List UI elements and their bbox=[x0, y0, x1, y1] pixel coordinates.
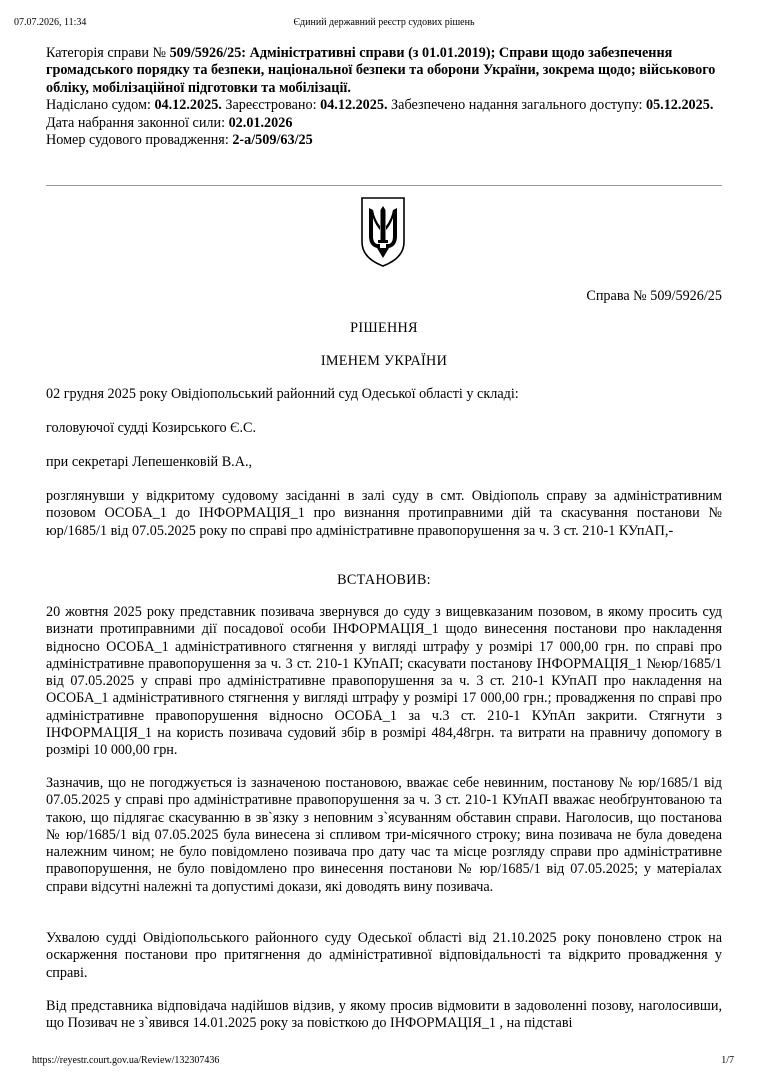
access-date: 05.12.2025. bbox=[645, 97, 714, 114]
print-datetime: 07.07.2026, 11:34 bbox=[14, 17, 87, 28]
effective-date: 02.01.2026 bbox=[228, 114, 293, 131]
intro-paragraph: 02 грудня 2025 року Овідіопольський районний суд Одеської області у складі: bbox=[46, 386, 519, 402]
secretary-paragraph: при секретарі Лепешенковій В.А., bbox=[46, 454, 253, 470]
ruling-paragraph: Ухвалою судді Овідіопольського районного суду Одеської області від 21.10.2025 року поновлено строк на оскарження постанови про притягнення до адміністративної відповідальності та відкрито провадження у справі. bbox=[46, 930, 722, 981]
proceeding-number: 2-а/509/63/25 bbox=[232, 132, 313, 149]
print-url: https://reyestr.court.gov.ua/Review/132307436 bbox=[32, 1055, 220, 1066]
print-header bbox=[14, 17, 754, 31]
section-heading-established: ВСТАНОВИВ: bbox=[337, 572, 431, 588]
trident-coat-of-arms-icon bbox=[359, 196, 407, 268]
case-category: Категорія справи № 509/5926/25: Адміністративні справи (з 01.01.2019); Справи щодо забезпечення громадського порядку та безпеки, національної безпеки та оборони України, зокрема щодо; військового обліку, мобілізаційної підготовки та мобілізації. bbox=[46, 45, 716, 96]
print-footer bbox=[14, 1055, 754, 1069]
registered-date: 04.12.2025. bbox=[320, 97, 388, 114]
document-subtitle: ІМЕНЕМ УКРАЇНИ bbox=[320, 353, 448, 369]
page-indicator: 1/7 bbox=[721, 1055, 734, 1066]
document-title: РІШЕННЯ bbox=[350, 320, 418, 336]
response-paragraph: Від представника відповідача надійшов відзив, у якому просив відмовити в задоволенні позову, наголосивши, що Позивач не з`явився 14.01.2025 року за повісткою до ІНФОРМАЦІЯ_1 , на підставі bbox=[46, 998, 722, 1032]
sent-date: 04.12.2025. bbox=[154, 97, 222, 114]
header-divider bbox=[46, 185, 722, 186]
case-category-value: 509/5926/25: Адміністративні справи (з 01.01.2019); Справи щодо забезпечення громадського порядку та безпеки, національної безпеки та оборони України, зокрема щодо; військового обліку, мобілізаційної підготовки та мобілізації. bbox=[46, 45, 716, 96]
case-metadata bbox=[46, 45, 726, 149]
case-dates: Надіслано судом: 04.12.2025. Зареєстровано: 04.12.2025. Забезпечено надання загального доступу: 05.12.2025. bbox=[46, 97, 714, 114]
effective-date-line: Дата набрання законної сили: 02.01.2026 bbox=[46, 114, 293, 131]
judge-paragraph: головуючої судді Козирського Є.С. bbox=[46, 420, 257, 436]
considered-paragraph: розглянувши у відкритому судовому засіданні в залі суду в смт. Овідіополь справу за адміністративним позовом ОСОБА_1 до ІНФОРМАЦІЯ_1 про визнання протиправними дій та скасування постанови № юр/1685/1 від 07.05.2025 року по справі про адміністративне правопорушення за ч. 3 ст. 210-1 КУпАП,- bbox=[46, 488, 722, 539]
argument-paragraph: Зазначив, що не погоджується із зазначеною постановою, вважає себе невинним, постанову № юр/1685/1 від 07.05.2025 у справі про адміністративне правопорушення за ч. 3 ст. 210-1 КУпАП вважає необґрунтованою та такою, що підлягає скасуванню в зв`язку з неповним з`ясуванням обставин справи. Наголосив, що постанова № юр/1685/1 від 07.05.2025 була винесена зі спливом три-місячного строку; вина позивача не була доведена належним чином; не було повідомлено позивача про дату час та місце розгляду справи про адміністративне правопорушення, не було повідомлено про винесення постанови № юр/1685/1 від 07.05.2025; у матеріалах справи відсутні належні та допустимі докази, які доводять вину позивача. bbox=[46, 775, 722, 895]
case-number: Справа № 509/5926/25 bbox=[586, 288, 722, 304]
proceeding-number-line: Номер судового провадження: 2-а/509/63/25 bbox=[46, 132, 313, 149]
print-site-title: Єдиний державний реєстр судових рішень bbox=[293, 17, 475, 28]
claim-paragraph: 20 жовтня 2025 року представник позивача звернувся до суду з вищевказаним позовом, в якому просить суд визнати протиправними дії посадової особи ІНФОРМАЦІЯ_1 щодо винесення постанови про накладення відносно ОСОБА_1 адміністративного стягнення у вигляді штрафу у розмірі 17 000,00 грн. по справі про адміністративне правопорушення за ч. 3 ст. 210-1 КУпАП; скасувати постанову ІНФОРМАЦІЯ_1 №юр/1685/1 від 07.05.2025 у справі про адміністративне правопорушення за ч. 3 ст. 210-1 КУпАП про накладення на ОСОБА_1 адміністративного стягнення у вигляді штрафу у розмірі 17 000,00 грн.; провадження по справі про адміністративне правопорушення відносно ОСОБА_1 за ч.3 ст. 210-1 КУпАп закрити. Стягнути з ІНФОРМАЦІЯ_1 на користь позивача судовий збір в розмірі 484,48грн. та витрати на правничу допомогу в розмірі 10 000,00 грн. bbox=[46, 604, 722, 759]
